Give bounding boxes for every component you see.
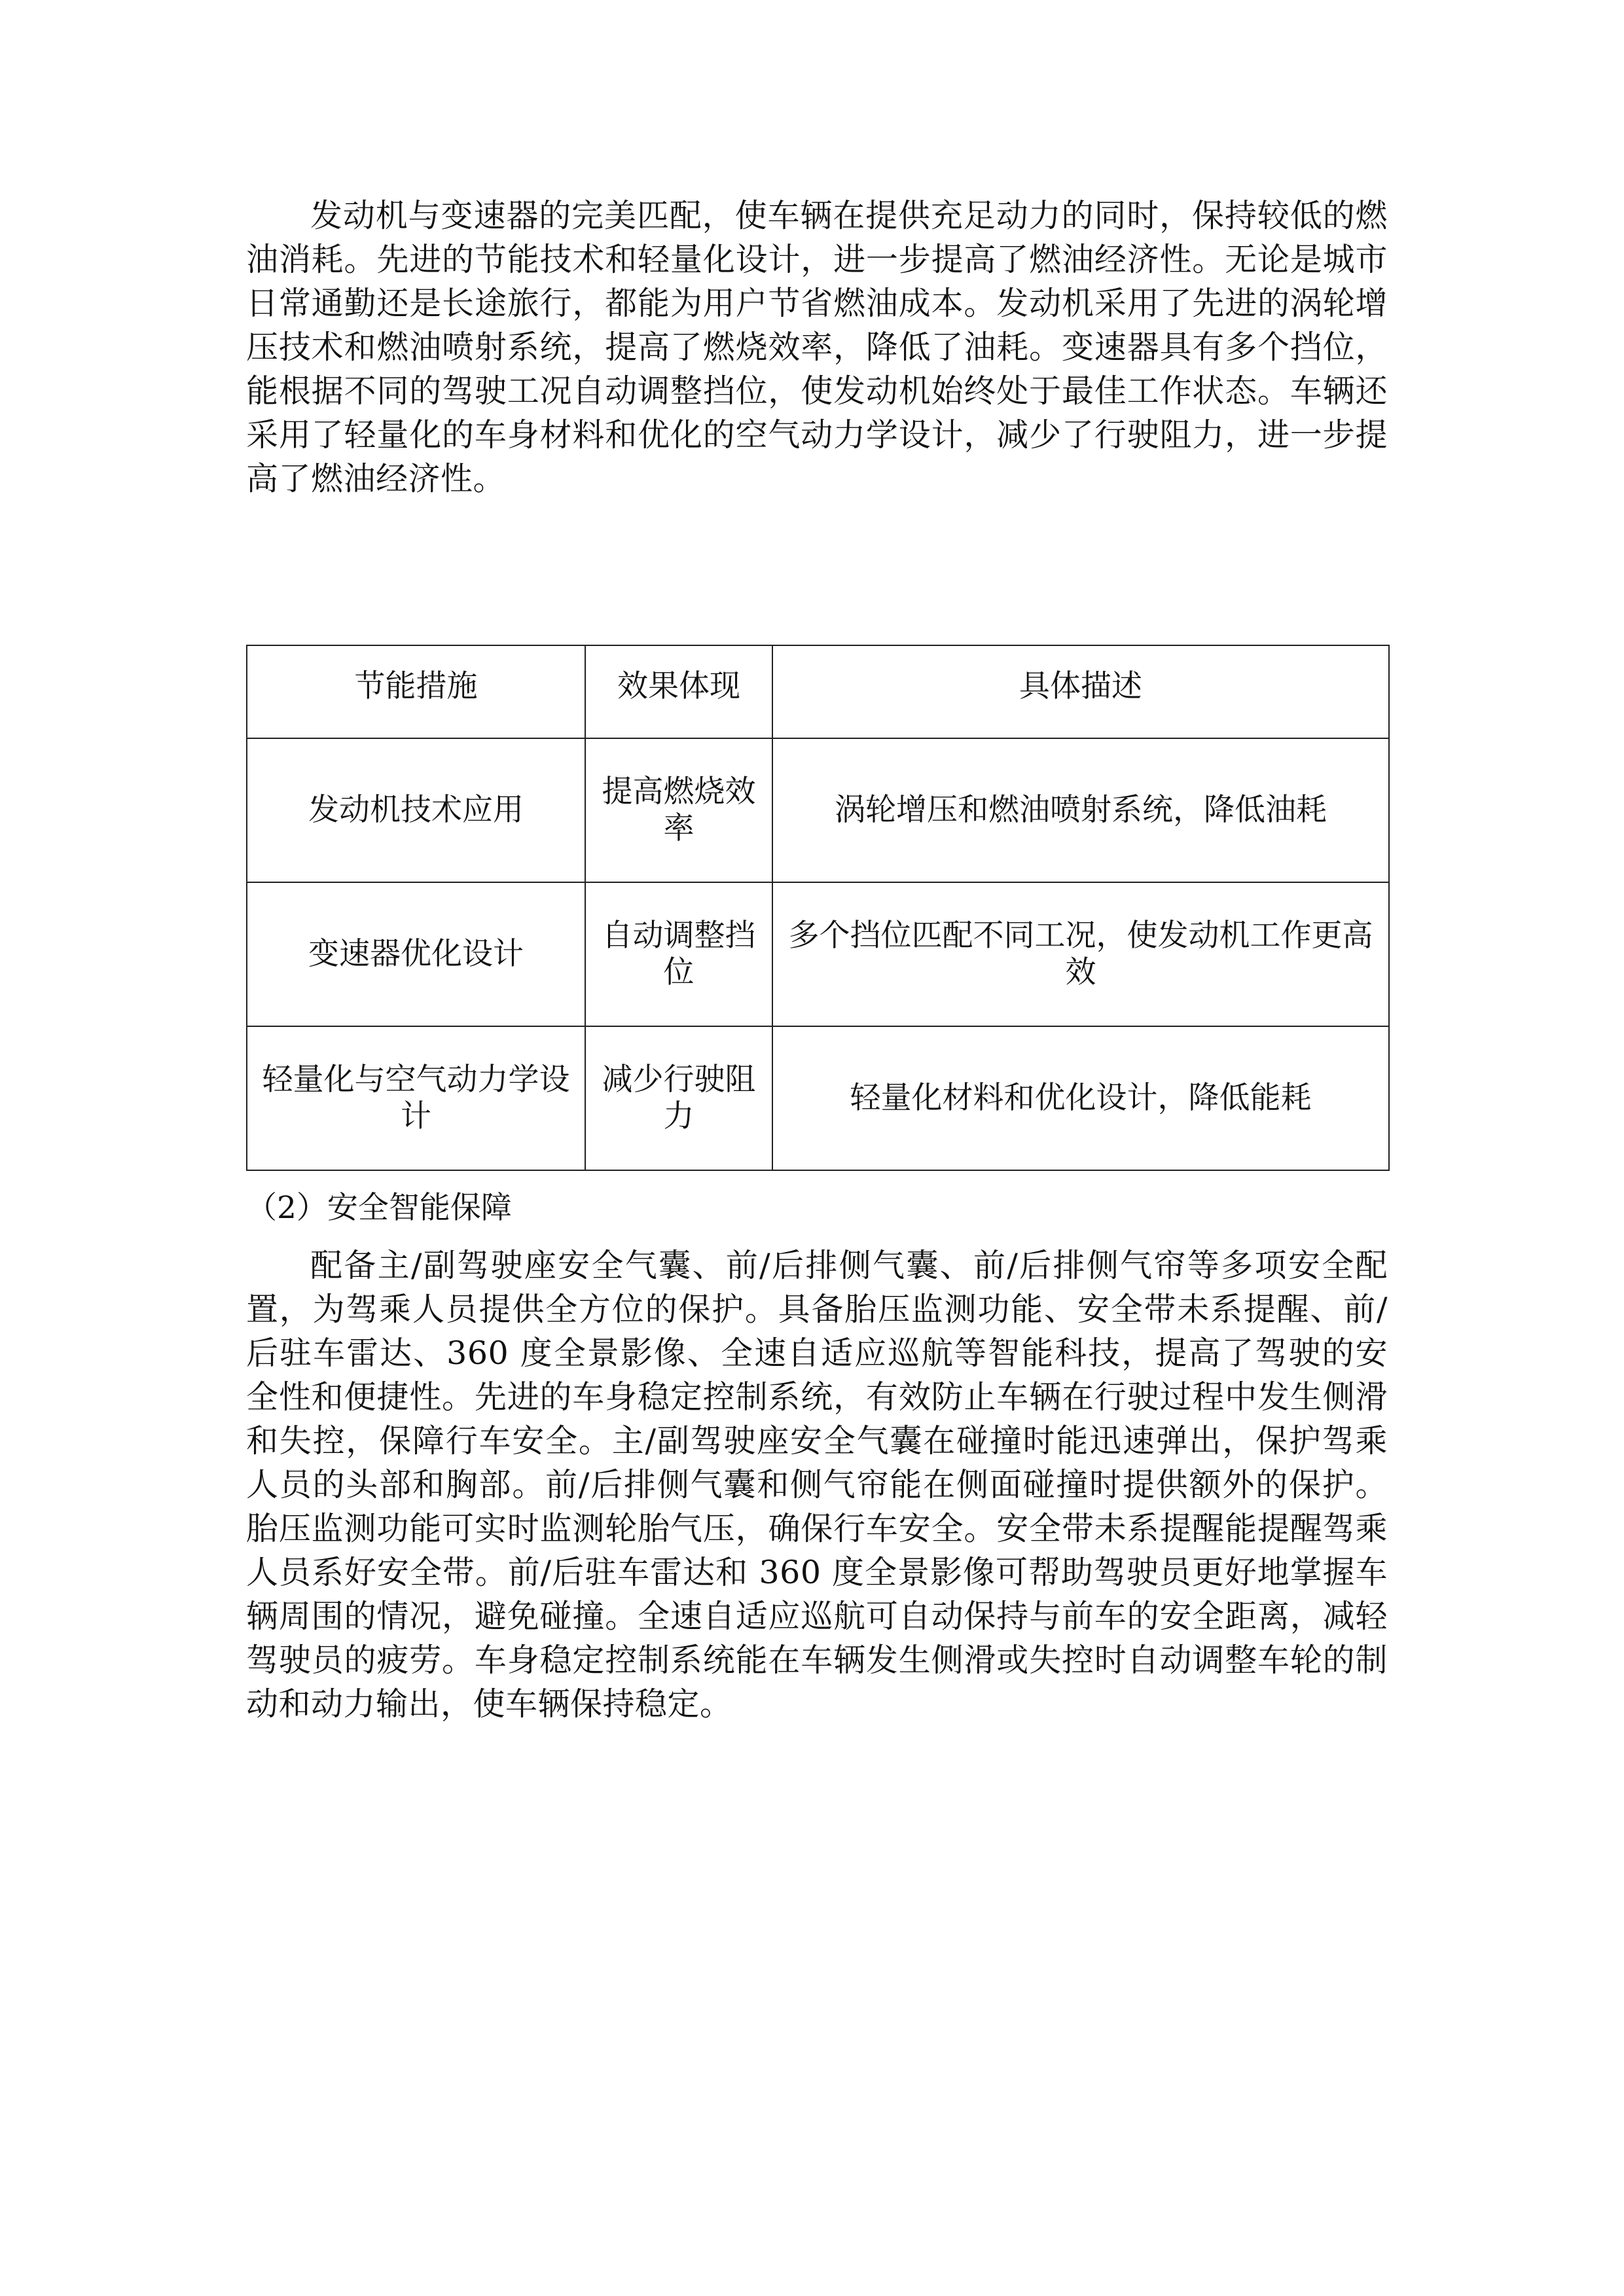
cell-measure: 变速器优化设计	[247, 882, 585, 1026]
cell-description: 涡轮增压和燃油喷射系统，降低油耗	[772, 738, 1389, 882]
header-description: 具体描述	[772, 645, 1389, 738]
fuel-economy-paragraph: 发动机与变速器的完美匹配，使车辆在提供充足动力的同时，保持较低的燃油消耗。先进的节能技术和轻量化设计，进一步提高了燃油经济性。无论是城市日常通勤还是长途旅行，都能为用户节省燃油成本。发动机采用了先进的涡轮增压技术和燃油喷射系统，提高了燃烧效率，降低了油耗。变速器具有多个挡位，能根据不同的驾驶工况自动调整挡位，使发动机始终处于最佳工作状态。车辆还采用了轻量化的车身材料和优化的空气动力学设计，减少了行驶阻力，进一步提高了燃油经济性。	[246, 197, 1388, 497]
header-measure: 节能措施	[247, 645, 585, 738]
cell-measure: 发动机技术应用	[247, 738, 585, 882]
cell-effect: 减少行驶阻力	[585, 1026, 772, 1170]
cell-effect: 提高燃烧效率	[585, 738, 772, 882]
section-heading: （2）安全智能保障	[246, 1190, 512, 1226]
energy-saving-table	[246, 645, 1390, 1171]
cell-description: 多个挡位匹配不同工况，使发动机工作更高效	[772, 882, 1389, 1026]
safety-paragraph: 配备主/副驾驶座安全气囊、前/后排侧气囊、前/后排侧气帘等多项安全配置，为驾乘人员提供全方位的保护。具备胎压监测功能、安全带未系提醒、前/后驻车雷达、360 度全景影像、全速自适应巡航等智能科技，提高了驾驶的安全性和便捷性。先进的车身稳定控制系统，有效防止车辆在行驶过程中发生侧滑和失控，保障行车安全。主/副驾驶座安全气囊在碰撞时能迅速弹出，保护驾乘人员的头部和胸部。前/后排侧气囊和侧气帘能在侧面碰撞时提供额外的保护。胎压监测功能可实时监测轮胎气压，确保行车安全。安全带未系提醒能提醒驾乘人员系好安全带。前/后驻车雷达和 360 度全景影像可帮助驾驶员更好地掌握车辆周围的情况，避免碰撞。全速自适应巡航可自动保持与前车的安全距离，减轻驾驶员的疲劳。车身稳定控制系统能在车辆发生侧滑或失控时自动调整车轮的制动和动力输出，使车辆保持稳定。	[246, 1247, 1388, 1723]
table-row	[247, 882, 1389, 1026]
header-effect: 效果体现	[585, 645, 772, 738]
table-header-row	[247, 645, 1389, 738]
cell-measure: 轻量化与空气动力学设计	[247, 1026, 585, 1170]
cell-description: 轻量化材料和优化设计，降低能耗	[772, 1026, 1389, 1170]
table-row	[247, 738, 1389, 882]
cell-effect: 自动调整挡位	[585, 882, 772, 1026]
table-row	[247, 1026, 1389, 1170]
